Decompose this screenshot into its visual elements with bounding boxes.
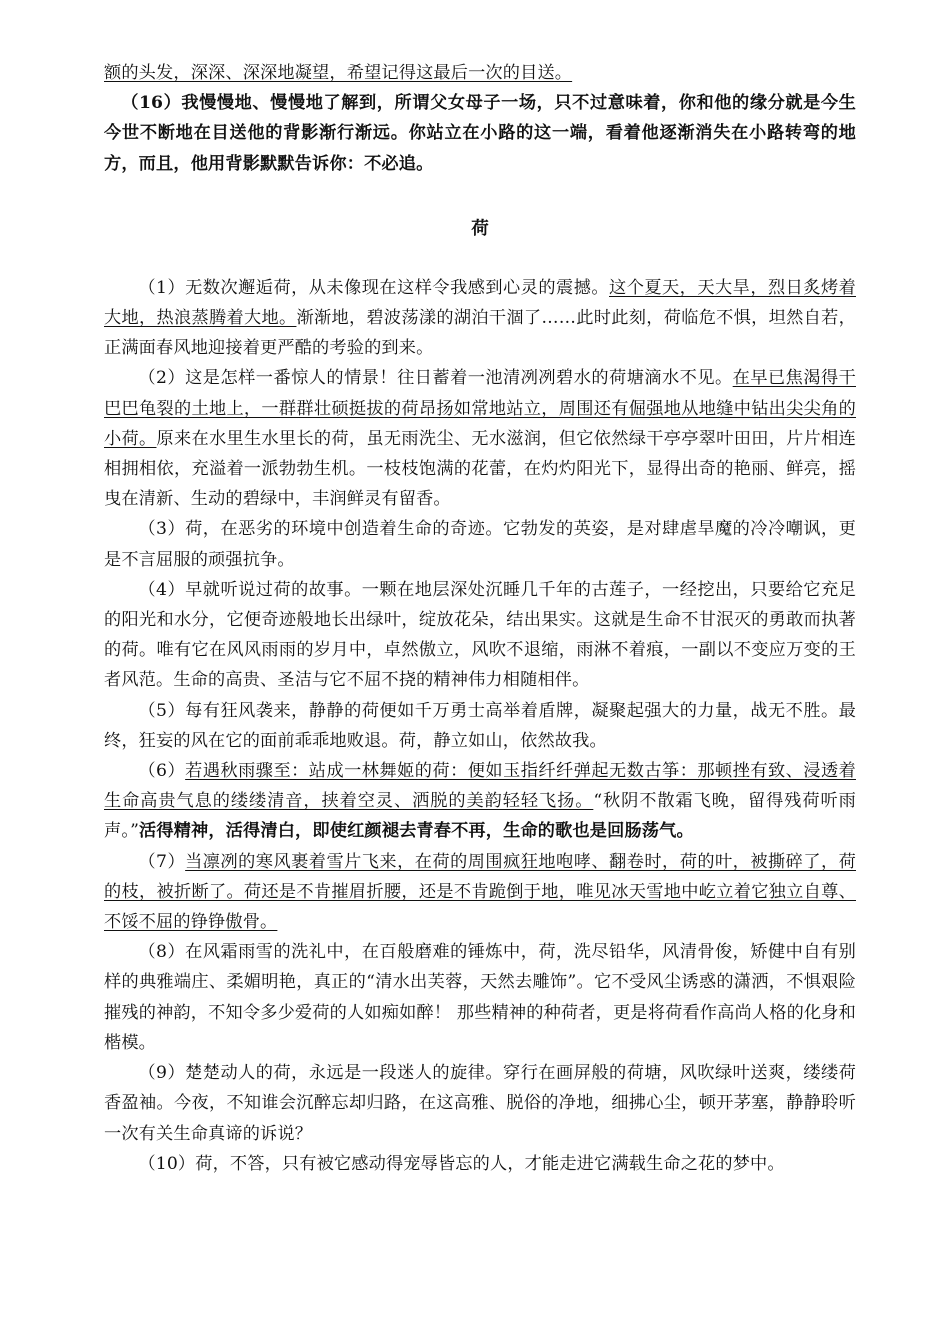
document-page: [104, 58, 856, 1179]
quote-text: “秋阴不散霜飞晚，留得残荷听雨声。”: [104, 791, 856, 842]
paragraph-15-tail: [104, 58, 856, 88]
paragraph-9: （9）楚楚动人的荷，永远是一段迷人的旋律。穿行在画屏般的荷塘，风吹绿叶送爽，缕缕荷香盈袖。今夜，不知谁会沉醉忘却归路，在这高雅、脱俗的净地，细拂心尘，顿开茅塞，静静聆听一次有关生命真谛的诉说？: [104, 1063, 856, 1144]
text: （7）: [138, 851, 186, 872]
paragraph-10: （10）荷，不答，只有被它感动得宠辱皆忘的人，才能走进它满载生命之花的梦中。: [138, 1153, 785, 1174]
paragraph-3: （3）荷，在恶劣的环境中创造着生命的奇迹。它勃发的英姿，是对肆虐旱魔的冷冷嘲讽，更是不言屈服的顽强抗争。: [104, 519, 856, 570]
text: 原来在水里生水里长的荷，虽无雨洗尘、无水滋润，但它依然绿干亭亭翠叶田田，片片相连相拥相依，充溢着一派勃勃生机。一枝枝饱满的花蕾，在灼灼阳光下，显得出奇的艳丽、鲜亮，摇曳在清新、生动的碧绿中，丰润鲜灵有留香。: [104, 428, 856, 510]
paragraph-7: [104, 847, 856, 938]
underlined-text: 若遇秋雨骤至：站成一林舞姬的荷：便如玉指纤纤弹起无数古筝：那顿挫有致、浸透着生命高贵气息的缕缕清音，挟着空灵、洒脱的美韵轻轻飞扬。: [104, 761, 856, 812]
paragraph-16: （16）我慢慢地、慢慢地了解到，所谓父女母子一场，只不过意味着，你和他的缘分就是今生今世不断地在目送他的背影渐行渐远。你站立在小路的这一端，看着他逐渐消失在小路转弯的地方，而且，他用背影默默告诉你：不必追。: [104, 93, 856, 174]
underlined-text: 当凛冽的寒风裹着雪片飞来，在荷的周围疯狂地咆哮、翻卷时，荷的叶，被撕碎了，荷的枝，被折断了。荷还是不肯摧眉折腰，还是不肯跪倒于地，唯见冰天雪地中屹立着它独立自尊、不馁不屈的铮铮傲骨。: [104, 851, 856, 933]
paragraph-6: [104, 756, 856, 847]
underlined-text: 额的头发，深深、深深地凝望，希望记得这最后一次的目送。: [104, 63, 573, 83]
paragraph-2: [104, 363, 856, 514]
paragraph-5: （5）每有狂风袭来，静静的荷便如千万勇士高举着盾牌，凝聚起强大的力量，战无不胜。最终，狂妄的风在它的面前乖乖地败退。荷，静立如山，依然故我。: [104, 700, 856, 751]
underlined-text: 在早已焦渴得干巴巴龟裂的土地上，一群群壮硕挺拔的荷昂扬如常地站立，周围还有倔强地从地缝中钻出尖尖角的小荷。: [104, 368, 856, 449]
text: （1）无数次邂逅荷，从未像现在这样令我感到心灵的震撼。: [138, 277, 610, 298]
text: 渐渐地，碧波荡漾的湖泊干涸了……此时此刻，荷临危不惧，坦然自若，正满面春风地迎接着更严酷的考验的到来。: [104, 308, 856, 359]
paragraph-1: [104, 273, 856, 364]
bold-text: 活得精神，活得清白，即使红颜褪去青春不再，生命的歌也是回肠荡气。: [139, 821, 694, 842]
paragraph-4: （4）早就听说过荷的故事。一颗在地层深处沉睡几千年的古莲子，一经挖出，只要给它充足的阳光和水分，它便奇迹般地长出绿叶，绽放花朵，结出果实。这就是生命不甘泯灭的勇敢而执著的荷。唯有它在风风雨雨的岁月中，卓然傲立，风吹不退缩，雨淋不着痕，一副以不变应万变的王者风范。生命的高贵、圣洁与它不屈不挠的精神伟力相随相伴。: [104, 579, 856, 691]
underlined-text: 这个夏天，天大旱，烈日炙烤着大地，热浪蒸腾着大地。: [104, 277, 856, 329]
paragraph-8: （8）在风霜雨雪的洗礼中，在百般磨难的锤炼中，荷，洗尽铅华，风清骨俊，矫健中自有别样的典雅端庄、柔媚明艳，真正的“清水出芙蓉，天然去雕饰”。它不受风尘诱惑的潇洒，不惧艰险摧残的神韵，不知令多少爱荷的人如痴如醉！ 那些精神的种荷者，更是将荷看作高尚人格的化身和楷模。: [104, 942, 856, 1053]
essay-title: 荷: [471, 218, 489, 239]
text: （6）: [138, 761, 186, 782]
text: （2）这是怎样一番惊人的情景！往日蓄着一池清冽冽碧水的荷塘滴水不见。: [138, 368, 733, 389]
